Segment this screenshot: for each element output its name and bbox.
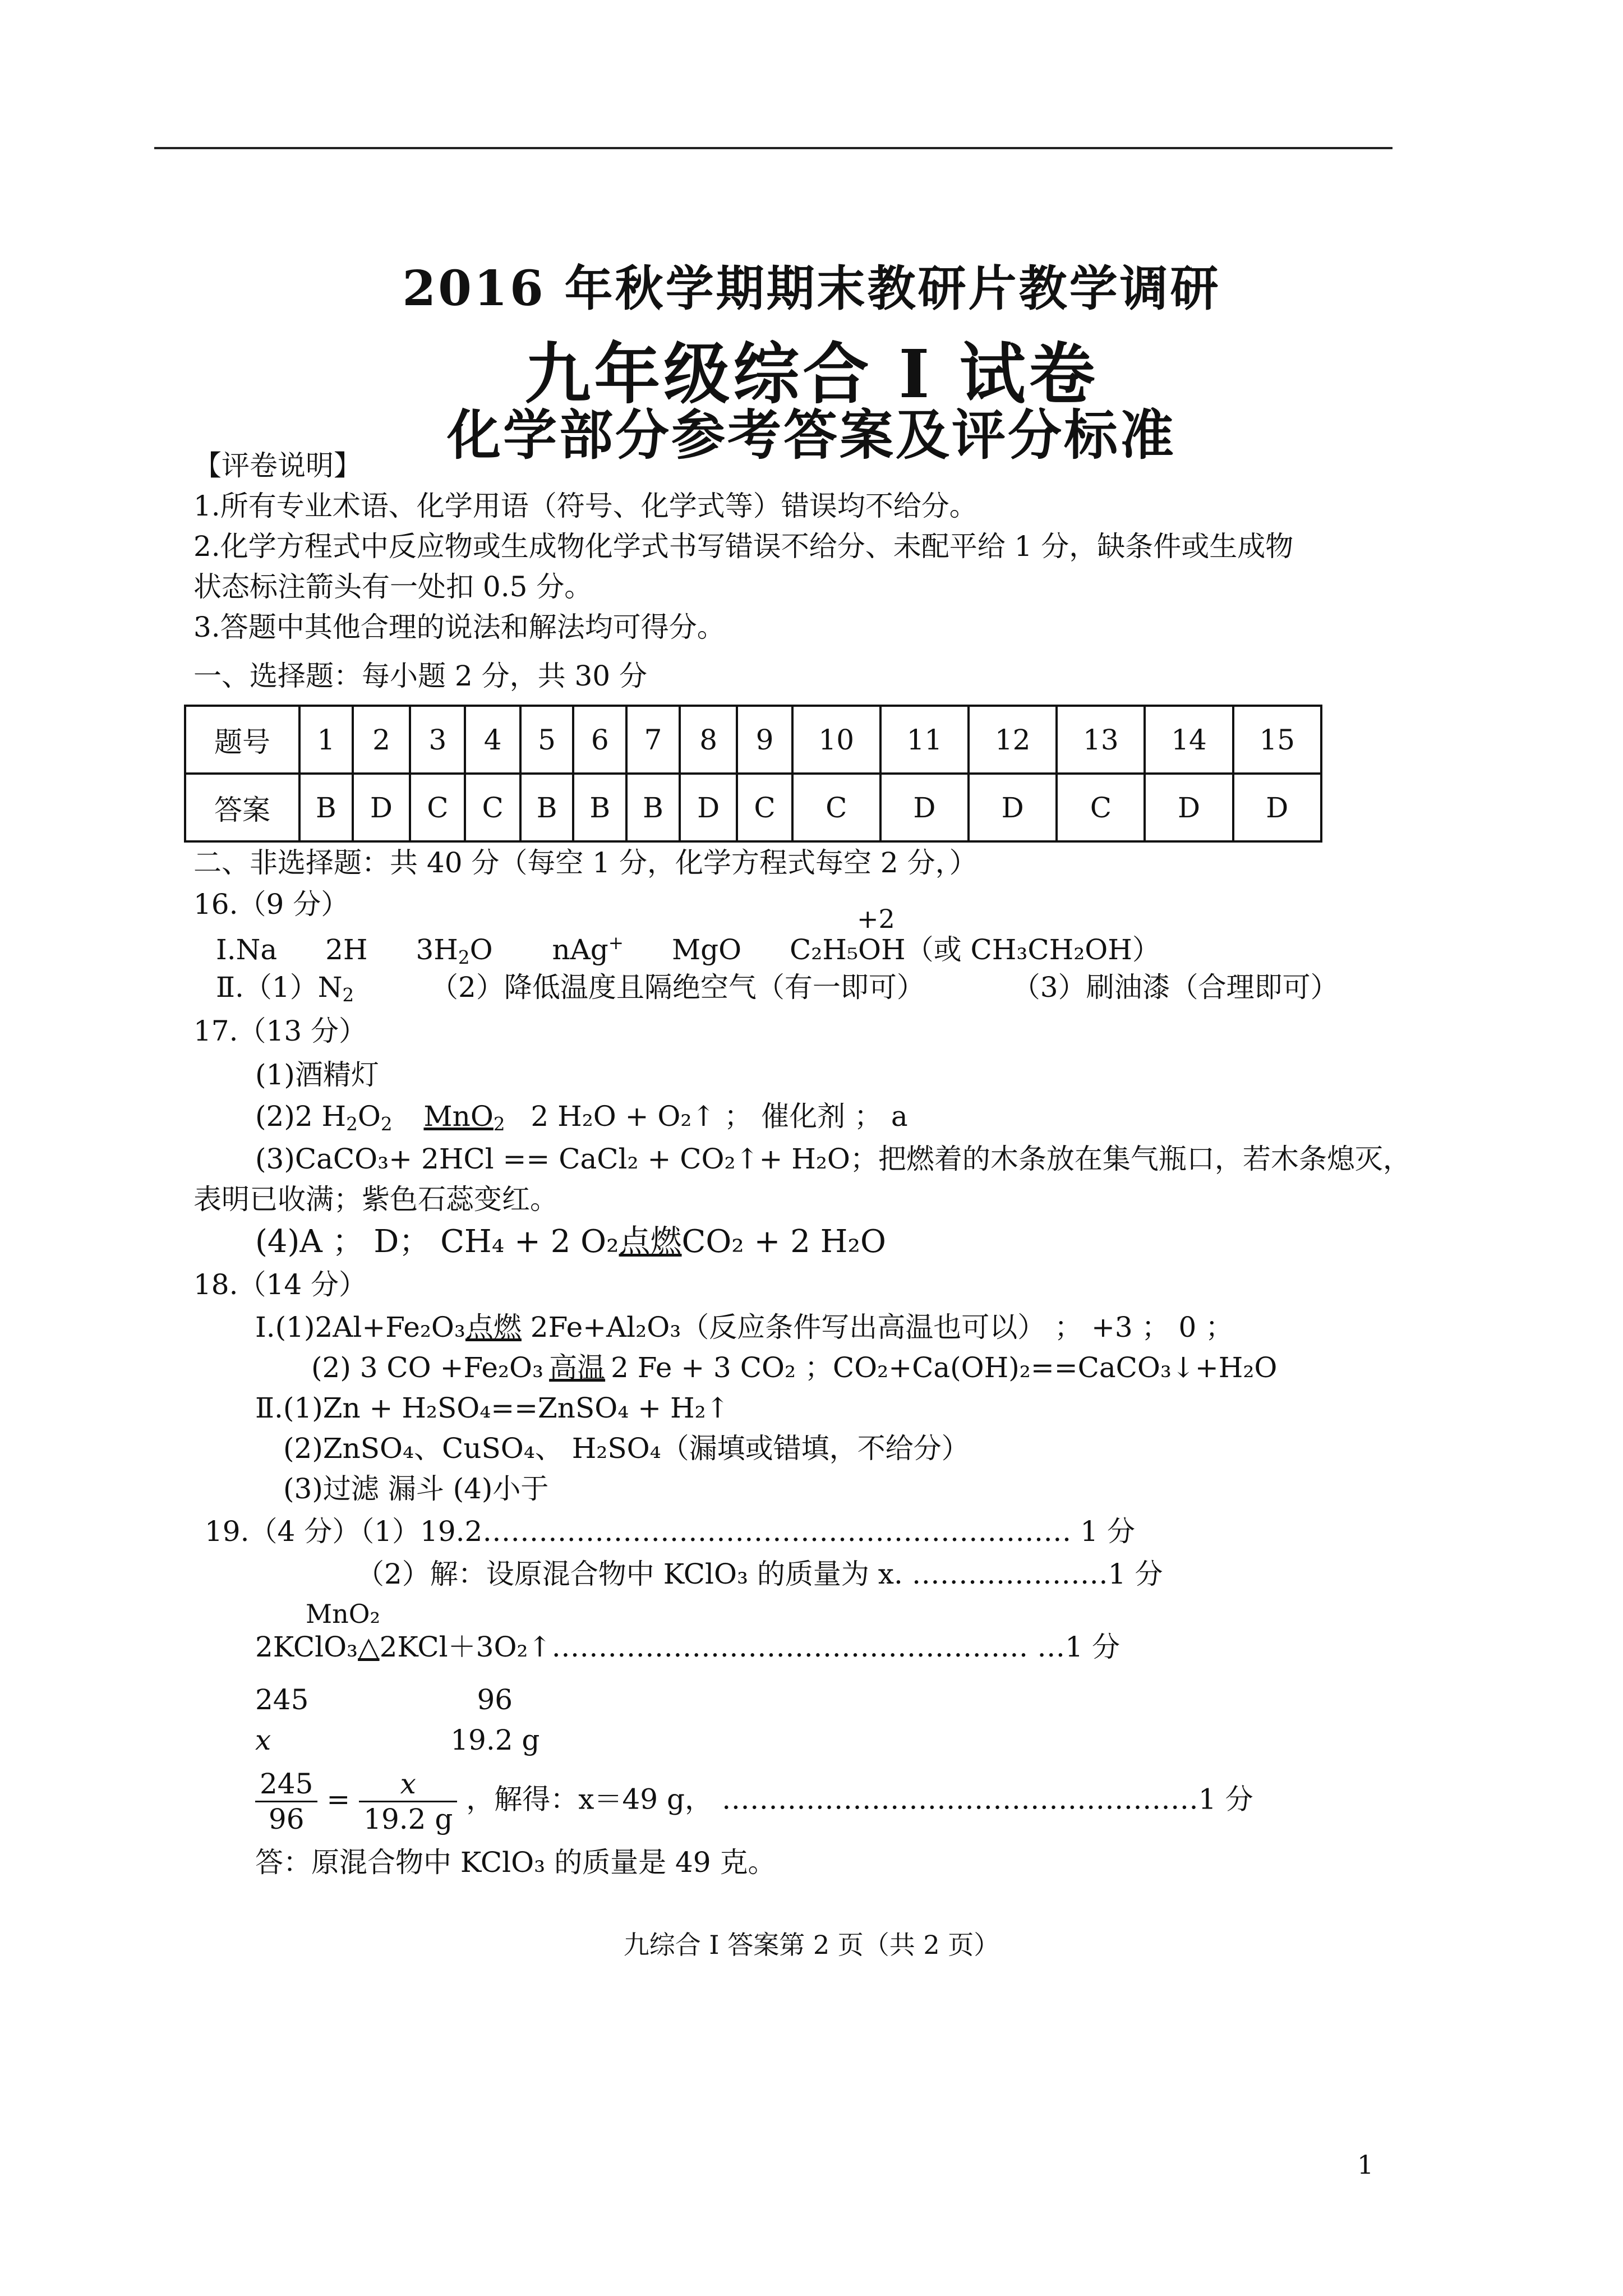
- row-label-answer: 答案: [185, 774, 299, 841]
- answer-cell: B: [626, 774, 680, 841]
- row-label-question: 题号: [185, 706, 299, 774]
- answer-cell: D: [353, 774, 411, 841]
- q19-answer: 答：原混合物中 KClO₃ 的质量是 49 克。: [255, 1846, 776, 1879]
- q19-equation: 2KClO₃△2KCl＋3O₂↑…………………………………………… …1 分: [255, 1631, 1120, 1663]
- q16-nag: nAg+: [552, 932, 624, 966]
- q16-i-label: Ⅰ.: [216, 933, 236, 966]
- q19-ratio-row1: 245 96: [255, 1683, 513, 1716]
- q16-3h2o: $3H_2O$: [416, 933, 493, 968]
- question-number: 5: [520, 706, 574, 774]
- q18-ii1: Ⅱ.(1)Zn + H₂SO₄==ZnSO₄ + H₂↑: [255, 1392, 730, 1424]
- q19-part2: （2）解：设原混合物中 KClO₃ 的质量为 x. …………………1 分: [356, 1558, 1163, 1590]
- question-number: 10: [792, 706, 880, 774]
- q19-ratio-row2: x 19.2 g: [255, 1724, 540, 1756]
- q17-a3-cont: 表明已收满；紫色石蕊变红。: [193, 1183, 558, 1216]
- page-number: 1: [1357, 2150, 1374, 2180]
- question-number: 8: [680, 706, 737, 774]
- answer-cell: B: [520, 774, 574, 841]
- q17-a3: (3)CaCO₃+ 2HCl == CaCl₂ + CO₂↑+ H₂O；把燃着的木条放在集气瓶口，若木条熄灭，: [255, 1143, 1411, 1175]
- q16-mgo: +2 MgO: [671, 903, 895, 966]
- q17-heading: 17.（13 分）: [193, 1015, 367, 1047]
- q16-part2: $Ⅱ.(1)N_2$ （2）降低温度且隔绝空气（有一即可） （3）刷油漆（合理即可）: [216, 971, 1339, 1006]
- q16-heading: 16.（9 分）: [193, 888, 349, 921]
- answer-cell: C: [465, 774, 520, 841]
- question-number: 11: [880, 706, 969, 774]
- exam-subtitle: 九年级综合 I 试卷: [524, 335, 1099, 413]
- question-number: 3: [410, 706, 465, 774]
- question-number: 12: [969, 706, 1057, 774]
- q16-2h: 2H: [325, 933, 368, 966]
- question-number: 15: [1233, 706, 1321, 774]
- note-3: 3.答题中其他合理的说法和解法均可得分。: [193, 611, 725, 643]
- answer-cell: C: [792, 774, 880, 841]
- question-number: 7: [626, 706, 680, 774]
- answer-cell: C: [737, 774, 792, 841]
- q19-heading: 19.（4 分）（1）19.2……………………………………………………… 1 分: [205, 1515, 1135, 1548]
- answer-cell: C: [410, 774, 465, 841]
- q17-a4: (4)A ； D； CH₄ + 2 O₂点燃CO₂ + 2 H₂O: [255, 1223, 886, 1260]
- q16-na: Na: [236, 933, 278, 966]
- q18-i1: Ⅰ.(1)2Al+Fe₂O₃点燃 2Fe+Al₂O₃（反应条件写出高温也可以） ； +3 ； 0 ；: [255, 1311, 1234, 1343]
- question-number: 1: [299, 706, 353, 774]
- q16-ethanol: C₂H₅OH（或 CH₃CH₂OH）: [790, 933, 1160, 966]
- exam-title: 2016 年秋学期期末教研片教学调研: [402, 260, 1221, 317]
- q18-i2: (2) 3 CO +Fe₂O₃ 高温 2 Fe + 3 CO₂ ；CO₂+Ca(OH)₂==CaCO₃↓+H₂O: [311, 1351, 1278, 1384]
- answer-key-title: 化学部分参考答案及评分标准: [447, 403, 1176, 467]
- note-2: 2.化学方程式中反应物或生成物化学式书写错误不给分、未配平给 1 分，缺条件或生成物: [193, 530, 1294, 563]
- q18-heading: 18.（14 分）: [193, 1268, 367, 1301]
- note-2-cont: 状态标注箭头有一处扣 0.5 分。: [193, 570, 593, 603]
- answer-cell: D: [969, 774, 1057, 841]
- table-row-questions: [185, 706, 1321, 774]
- question-number: 13: [1057, 706, 1145, 774]
- q16-part1: [216, 903, 1160, 969]
- question-number: 14: [1145, 706, 1233, 774]
- table-row-answers: [185, 774, 1321, 841]
- question-number: 6: [573, 706, 626, 774]
- answer-cell: B: [299, 774, 353, 841]
- q18-ii2: (2)ZnSO₄、CuSO₄、 H₂SO₄（漏填或错填，不给分）: [283, 1432, 970, 1465]
- q17-a1: (1)酒精灯: [255, 1059, 379, 1091]
- notes-heading: 【评卷说明】: [193, 449, 362, 482]
- section1-title: 一、选择题：每小题 2 分，共 30 分: [193, 660, 648, 692]
- q18-ii3: (3)过滤 漏斗 (4)小于: [283, 1473, 549, 1505]
- page-footer: 九综合 I 答案第 2 页（共 2 页）: [623, 1930, 1000, 1960]
- q19-proportion: $\frac{245}{96}$ = $\frac{x}{19.2 g}$ ，解得：x＝49 g， ……………………………………………1 分: [255, 1767, 1253, 1836]
- choice-answer-table: [184, 705, 1322, 843]
- question-number: 4: [465, 706, 520, 774]
- answer-cell: D: [880, 774, 969, 841]
- q17-a2: (2)2 $H_2O_2$ MnO$_2$ 2 H₂O + O₂↑ ； 催化剂 ； a: [255, 1100, 908, 1135]
- section2-title: 二、非选择题：共 40 分（每空 1 分，化学方程式每空 2 分，）: [193, 846, 978, 879]
- answer-cell: C: [1057, 774, 1145, 841]
- answer-cell: D: [1145, 774, 1233, 841]
- top-rule: [154, 147, 1393, 149]
- answer-cell: B: [573, 774, 626, 841]
- answer-cell: D: [680, 774, 737, 841]
- question-number: 2: [353, 706, 411, 774]
- question-number: 9: [737, 706, 792, 774]
- note-1: 1.所有专业术语、化学用语（符号、化学式等）错误均不给分。: [193, 490, 978, 522]
- q19-catalyst: MnO₂: [306, 1599, 380, 1629]
- answer-cell: D: [1233, 774, 1321, 841]
